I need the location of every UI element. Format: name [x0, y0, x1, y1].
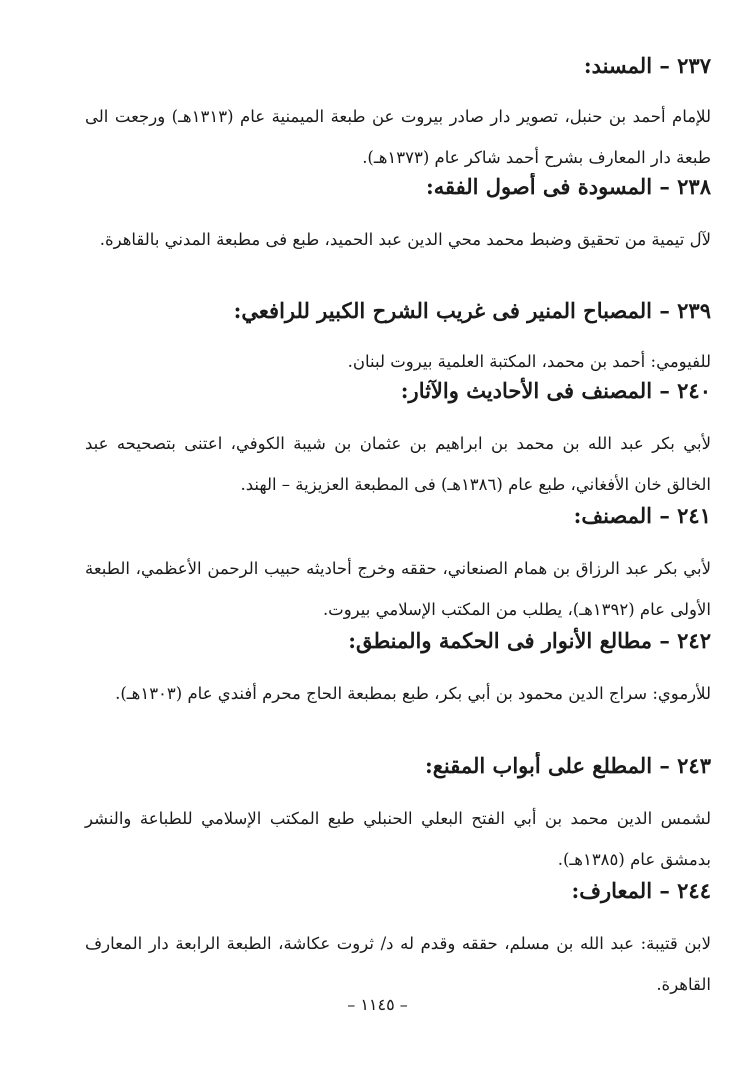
entry-body: لأبي بكر عبد الله بن محمد بن ابراهيم بن عثمان بن شيبة الكوفي، اعتنى بتصحيحه عبد الخالق خان الأفغاني، طبع عام (١٣٨٦هـ) فى المطبعة العزيزية – الهند.: [85, 434, 711, 494]
entry-heading: ٢٤١ – المصنف:: [573, 503, 711, 528]
entry-heading: ٢٣٧ – المسند:: [583, 53, 711, 78]
entry-243: [85, 752, 711, 877]
entry-heading: ٢٤٠ – المصنف فى الأحاديث والآثار:: [400, 378, 711, 403]
entry-body: لآل تيمية من تحقيق وضبط محمد محي الدين عبد الحميد، طبع فى مطبعة المدني بالقاهرة.: [99, 230, 711, 249]
entry-heading: ٢٤٣ – المطلع على أبواب المقنع:: [424, 753, 711, 778]
entry-heading: ٢٤٢ – مطالع الأنوار فى الحكمة والمنطق:: [348, 628, 711, 653]
entry-240: [85, 377, 711, 502]
entry-body: للإمام أحمد بن حنبل، تصوير دار صادر بيروت عن طبعة الميمنية عام (١٣١٣هـ) ورجعت الى طبعة دار المعارف بشرح أحمد شاكر عام (١٣٧٣هـ).: [85, 107, 712, 167]
entry-heading: ٢٣٩ – المصباح المنير فى غريب الشرح الكبير للرافعي:: [233, 298, 711, 323]
entry-238: [85, 173, 711, 297]
entry-body: لشمس الدين محمد بن أبي الفتح البعلي الحنبلي طبع المكتب الإسلامي للطباعة والنشر بدمشق عام (١٣٨٥هـ).: [85, 809, 711, 869]
entry-239: [85, 297, 711, 377]
entry-body: للفيومي: أحمد بن محمد، المكتبة العلمية بيروت لبنان.: [347, 352, 711, 371]
entry-241: [85, 502, 711, 627]
page-number: – ١١٤٥ –: [347, 995, 408, 1014]
entry-body: لابن قتيبة: عبد الله بن مسلم، حققه وقدم له د/ ثروت عكاشة، الطبعة الرابعة دار المعارف القاهرة.: [85, 934, 711, 994]
entry-heading: ٢٣٨ – المسودة فى أصول الفقه:: [425, 174, 711, 199]
entry-237: [85, 52, 711, 173]
entry-body: لأبي بكر عبد الرزاق بن همام الصنعاني، حققه وخرج أحاديثه حبيب الرحمن الأعظمي، الطبعة الأولى عام (١٣٩٢هـ)، يطلب من المكتب الإسلامي بيروت.: [85, 559, 711, 619]
entry-body: للأرموي: سراج الدين محمود بن أبي بكر، طبع بمطبعة الحاج محرم أفندي عام (١٣٠٣هـ).: [115, 684, 711, 703]
entry-244: [85, 877, 711, 1002]
entry-heading: ٢٤٤ – المعارف:: [571, 878, 711, 903]
entry-242: [85, 627, 711, 752]
bibliography-page: [85, 52, 711, 1002]
